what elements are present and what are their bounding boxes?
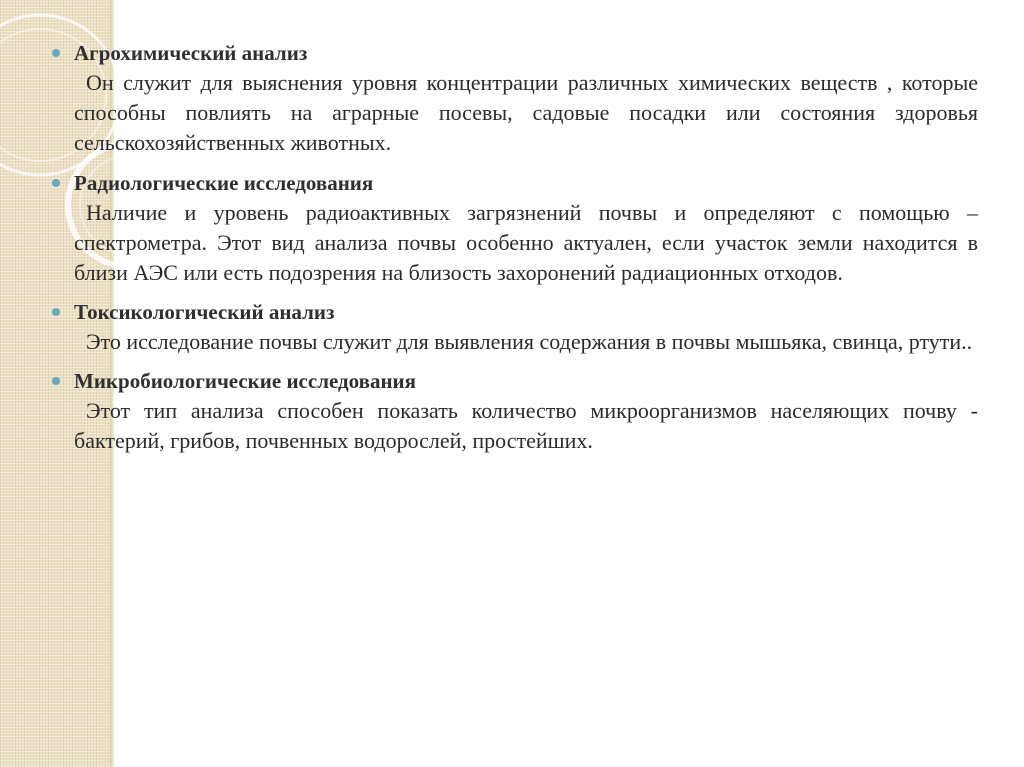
section-heading xyxy=(46,366,978,396)
bullet-dot-icon xyxy=(52,308,60,316)
section-heading xyxy=(46,38,978,68)
bullet-dot-icon xyxy=(52,179,60,187)
section-heading xyxy=(46,297,978,327)
heading-text: Агрохимический анализ xyxy=(74,41,308,65)
section-radiological xyxy=(46,168,978,288)
section-paragraph: Это исследование почвы служит для выявления содержания в почвы мышьяка, свинца, ртути.. xyxy=(86,329,973,354)
section-microbiological xyxy=(46,366,978,456)
section-paragraph: Наличие и уровень радиоактивных загрязнений почвы и определяют с помощью –спектрометра. Этот вид анализа почвы особенно актуален, если участок земли находится в близи АЭС или есть подозрения на близость захоронений радиационных отходов. xyxy=(74,200,978,285)
section-heading xyxy=(46,168,978,198)
bullet-dot-icon xyxy=(52,49,60,57)
section-paragraph: Этот тип анализа способен показать количество микроорганизмов населяющих почву - бактерий, грибов, почвенных водорослей, простейших. xyxy=(74,398,978,453)
heading-text: Микробиологические исследования xyxy=(74,369,417,393)
bullet-dot-icon xyxy=(52,377,60,385)
section-paragraph: Он служит для выяснения уровня концентрации различных химических веществ , которые способны повлиять на аграрные посевы, садовые посадки или состояния здоровья сельскохозяйственных животных. xyxy=(74,70,978,155)
heading-text: Токсикологический анализ xyxy=(74,300,335,324)
section-agrochemical xyxy=(46,38,978,158)
content-area xyxy=(46,38,978,465)
section-toxicological xyxy=(46,297,978,357)
heading-text: Радиологические исследования xyxy=(74,171,374,195)
